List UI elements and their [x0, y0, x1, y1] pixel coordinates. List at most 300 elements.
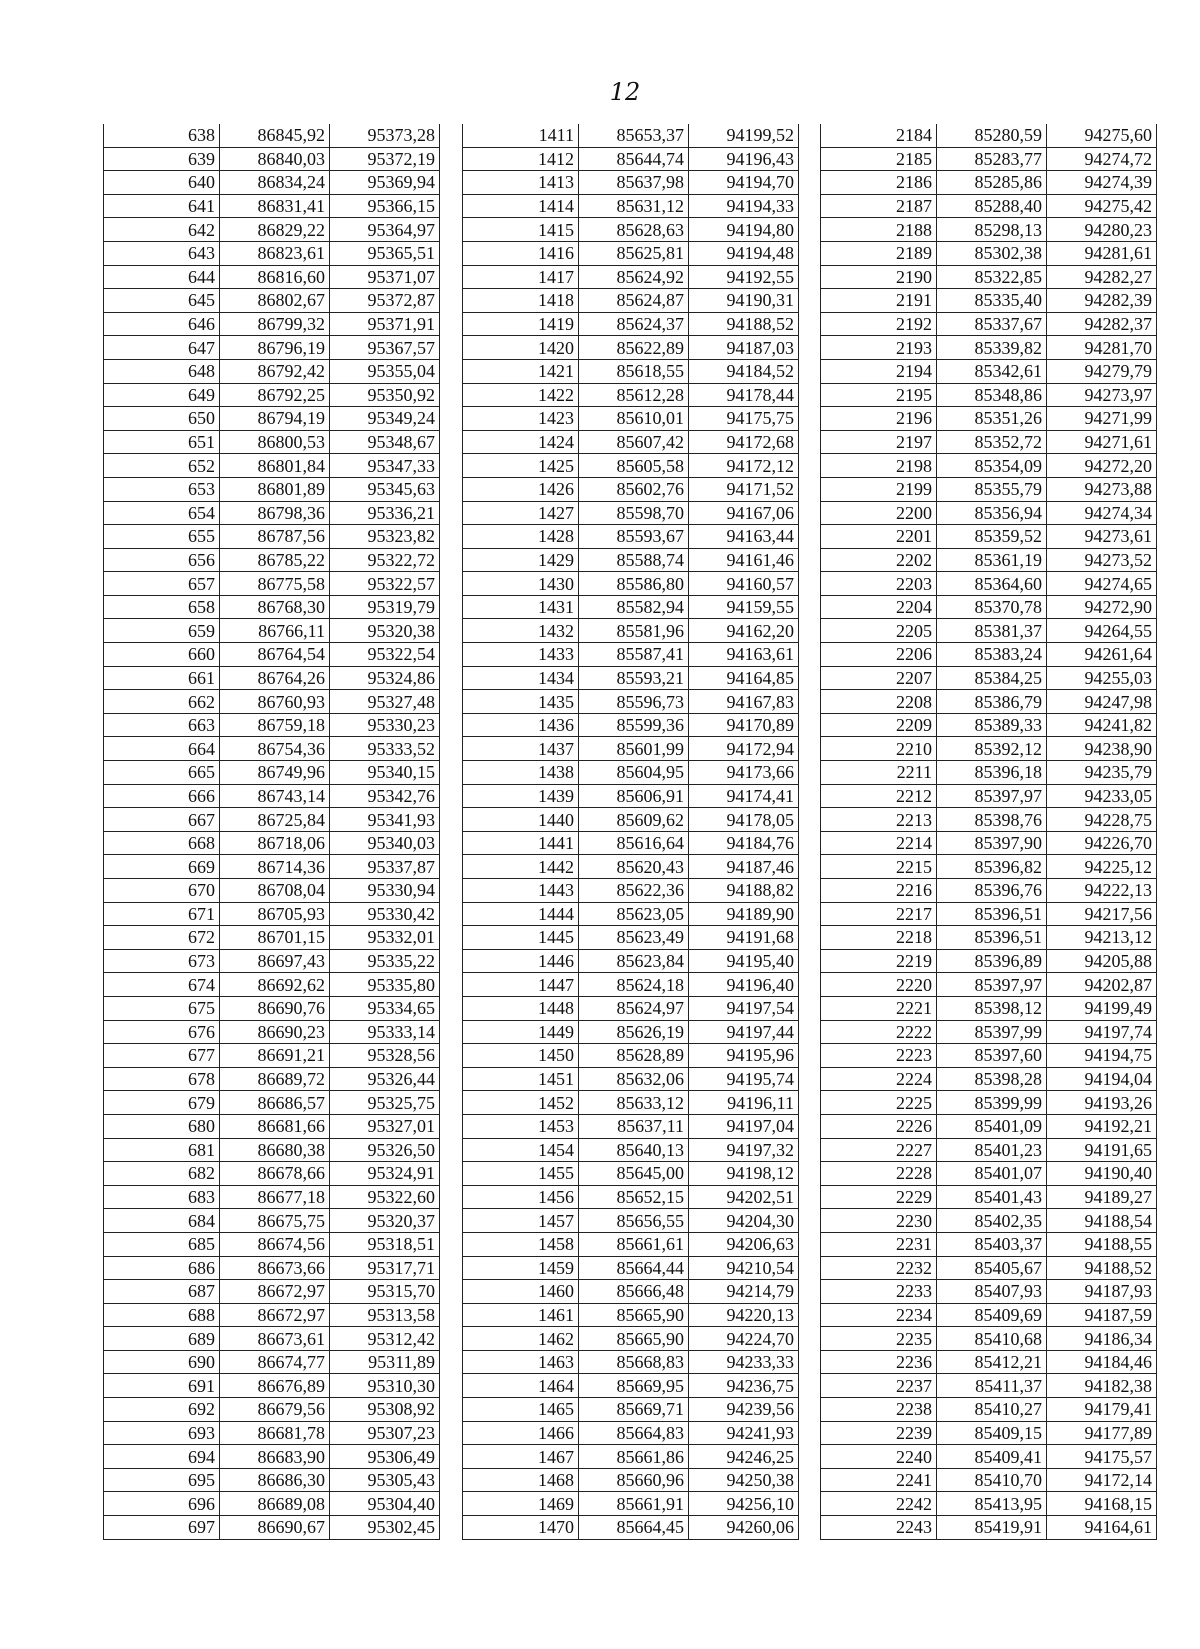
table-row [821, 1492, 1157, 1516]
table-row [463, 1421, 799, 1445]
table-row [104, 949, 440, 973]
y-coordinate-cell: 94192,21 [1047, 1114, 1157, 1138]
point-number-cell: 655 [104, 525, 220, 549]
point-number-cell: 2213 [821, 808, 937, 832]
point-number-cell: 2205 [821, 619, 937, 643]
y-coordinate-cell: 95317,71 [330, 1256, 440, 1280]
table-row [104, 359, 440, 383]
y-coordinate-cell: 94272,20 [1047, 454, 1157, 478]
point-number-cell: 1443 [463, 879, 579, 903]
point-number-cell: 2207 [821, 666, 937, 690]
x-coordinate-cell: 85620,43 [579, 855, 689, 879]
table-row [821, 902, 1157, 926]
table-row [463, 147, 799, 171]
table-row [104, 1398, 440, 1422]
table-row [821, 1138, 1157, 1162]
point-number-cell: 1436 [463, 713, 579, 737]
table-row [463, 265, 799, 289]
y-coordinate-cell: 95371,91 [330, 312, 440, 336]
point-number-cell: 640 [104, 171, 220, 195]
y-coordinate-cell: 95372,87 [330, 289, 440, 313]
table-row [463, 383, 799, 407]
table-row [104, 218, 440, 242]
point-number-cell: 2237 [821, 1374, 937, 1398]
y-coordinate-cell: 94210,54 [689, 1256, 799, 1280]
y-coordinate-cell: 94191,65 [1047, 1138, 1157, 1162]
table-row [821, 808, 1157, 832]
x-coordinate-cell: 85364,60 [937, 572, 1047, 596]
y-coordinate-cell: 94196,40 [689, 973, 799, 997]
x-coordinate-cell: 85396,51 [937, 902, 1047, 926]
point-number-cell: 1463 [463, 1350, 579, 1374]
x-coordinate-cell: 86801,84 [220, 454, 330, 478]
point-number-cell: 2229 [821, 1185, 937, 1209]
y-coordinate-cell: 94241,82 [1047, 713, 1157, 737]
y-coordinate-cell: 94188,54 [1047, 1209, 1157, 1233]
y-coordinate-cell: 94224,70 [689, 1327, 799, 1351]
table-row [463, 737, 799, 761]
point-number-cell: 2234 [821, 1303, 937, 1327]
y-coordinate-cell: 94199,49 [1047, 996, 1157, 1020]
x-coordinate-cell: 85628,63 [579, 218, 689, 242]
x-coordinate-cell: 85637,98 [579, 171, 689, 195]
y-coordinate-cell: 95355,04 [330, 359, 440, 383]
x-coordinate-cell: 85405,67 [937, 1256, 1047, 1280]
x-coordinate-cell: 85409,41 [937, 1445, 1047, 1469]
table-row [104, 336, 440, 360]
table-row [463, 1398, 799, 1422]
y-coordinate-cell: 94228,75 [1047, 808, 1157, 832]
point-number-cell: 653 [104, 477, 220, 501]
x-coordinate-cell: 86831,41 [220, 194, 330, 218]
point-number-cell: 680 [104, 1114, 220, 1138]
y-coordinate-cell: 94225,12 [1047, 855, 1157, 879]
x-coordinate-cell: 85342,61 [937, 359, 1047, 383]
table-row [104, 1020, 440, 1044]
x-coordinate-cell: 85397,97 [937, 784, 1047, 808]
x-coordinate-cell: 85397,90 [937, 831, 1047, 855]
y-coordinate-cell: 94239,56 [689, 1398, 799, 1422]
x-coordinate-cell: 85637,11 [579, 1114, 689, 1138]
y-coordinate-cell: 95315,70 [330, 1280, 440, 1304]
table-row [463, 1232, 799, 1256]
point-number-cell: 2201 [821, 525, 937, 549]
table-row [463, 525, 799, 549]
y-coordinate-cell: 95332,01 [330, 926, 440, 950]
x-coordinate-cell: 85624,97 [579, 996, 689, 1020]
x-coordinate-cell: 86674,56 [220, 1232, 330, 1256]
x-coordinate-cell: 85605,58 [579, 454, 689, 478]
x-coordinate-cell: 86845,92 [220, 124, 330, 147]
x-coordinate-cell: 85401,23 [937, 1138, 1047, 1162]
table-row [463, 690, 799, 714]
table-row [821, 1350, 1157, 1374]
point-number-cell: 660 [104, 643, 220, 667]
point-number-cell: 1422 [463, 383, 579, 407]
table-row [821, 454, 1157, 478]
y-coordinate-cell: 94279,79 [1047, 359, 1157, 383]
table-row [104, 124, 440, 147]
point-number-cell: 1419 [463, 312, 579, 336]
table-row [104, 265, 440, 289]
table-row [463, 902, 799, 926]
x-coordinate-cell: 85669,71 [579, 1398, 689, 1422]
point-number-cell: 2214 [821, 831, 937, 855]
point-number-cell: 1456 [463, 1185, 579, 1209]
x-coordinate-cell: 85396,82 [937, 855, 1047, 879]
table-row [821, 1256, 1157, 1280]
table-row [463, 926, 799, 950]
y-coordinate-cell: 95306,49 [330, 1445, 440, 1469]
table-row [821, 1209, 1157, 1233]
x-coordinate-cell: 86764,26 [220, 666, 330, 690]
table-row [463, 454, 799, 478]
table-row [821, 572, 1157, 596]
point-number-cell: 1450 [463, 1044, 579, 1068]
point-number-cell: 1417 [463, 265, 579, 289]
point-number-cell: 687 [104, 1280, 220, 1304]
x-coordinate-cell: 85402,35 [937, 1209, 1047, 1233]
y-coordinate-cell: 95335,22 [330, 949, 440, 973]
x-coordinate-cell: 85596,73 [579, 690, 689, 714]
x-coordinate-cell: 86690,76 [220, 996, 330, 1020]
table-row [104, 1232, 440, 1256]
x-coordinate-cell: 85386,79 [937, 690, 1047, 714]
table-row [821, 1232, 1157, 1256]
x-coordinate-cell: 86802,67 [220, 289, 330, 313]
point-number-cell: 669 [104, 855, 220, 879]
y-coordinate-cell: 95313,58 [330, 1303, 440, 1327]
point-number-cell: 2231 [821, 1232, 937, 1256]
table-row [821, 359, 1157, 383]
y-coordinate-cell: 95325,75 [330, 1091, 440, 1115]
y-coordinate-cell: 95369,94 [330, 171, 440, 195]
y-coordinate-cell: 95364,97 [330, 218, 440, 242]
table-row [821, 643, 1157, 667]
point-number-cell: 691 [104, 1374, 220, 1398]
table-row [821, 973, 1157, 997]
y-coordinate-cell: 95311,89 [330, 1350, 440, 1374]
table-row [104, 1209, 440, 1233]
table-row [821, 1374, 1157, 1398]
point-number-cell: 662 [104, 690, 220, 714]
y-coordinate-cell: 94250,38 [689, 1468, 799, 1492]
y-coordinate-cell: 94170,89 [689, 713, 799, 737]
table-row [821, 171, 1157, 195]
table-row [463, 1020, 799, 1044]
point-number-cell: 1426 [463, 477, 579, 501]
x-coordinate-cell: 86675,75 [220, 1209, 330, 1233]
table-row [104, 1492, 440, 1516]
table-row [463, 1091, 799, 1115]
y-coordinate-cell: 94246,25 [689, 1445, 799, 1469]
table-row [104, 1091, 440, 1115]
y-coordinate-cell: 94238,90 [1047, 737, 1157, 761]
table-row [104, 407, 440, 431]
x-coordinate-cell: 86759,18 [220, 713, 330, 737]
y-coordinate-cell: 95327,48 [330, 690, 440, 714]
point-number-cell: 2240 [821, 1445, 937, 1469]
y-coordinate-cell: 95312,42 [330, 1327, 440, 1351]
table-row [104, 1327, 440, 1351]
table-row [104, 383, 440, 407]
y-coordinate-cell: 94184,46 [1047, 1350, 1157, 1374]
table-row [104, 548, 440, 572]
point-number-cell: 659 [104, 619, 220, 643]
point-number-cell: 2210 [821, 737, 937, 761]
point-number-cell: 2236 [821, 1350, 937, 1374]
point-number-cell: 2193 [821, 336, 937, 360]
x-coordinate-cell: 85399,99 [937, 1091, 1047, 1115]
table-row [821, 879, 1157, 903]
y-coordinate-cell: 94191,68 [689, 926, 799, 950]
y-coordinate-cell: 94261,64 [1047, 643, 1157, 667]
point-number-cell: 1442 [463, 855, 579, 879]
point-number-cell: 695 [104, 1468, 220, 1492]
y-coordinate-cell: 94172,14 [1047, 1468, 1157, 1492]
point-number-cell: 1469 [463, 1492, 579, 1516]
x-coordinate-cell: 85409,15 [937, 1421, 1047, 1445]
table-row [104, 902, 440, 926]
y-coordinate-cell: 95307,23 [330, 1421, 440, 1445]
point-number-cell: 638 [104, 124, 220, 147]
table-row [821, 690, 1157, 714]
table-row [463, 1280, 799, 1304]
y-coordinate-cell: 94194,80 [689, 218, 799, 242]
table-row [821, 265, 1157, 289]
y-coordinate-cell: 94281,70 [1047, 336, 1157, 360]
y-coordinate-cell: 94172,12 [689, 454, 799, 478]
table-row [104, 1421, 440, 1445]
point-number-cell: 1414 [463, 194, 579, 218]
point-number-cell: 1429 [463, 548, 579, 572]
point-number-cell: 1467 [463, 1445, 579, 1469]
point-number-cell: 2190 [821, 265, 937, 289]
x-coordinate-cell: 85401,09 [937, 1114, 1047, 1138]
x-coordinate-cell: 85668,83 [579, 1350, 689, 1374]
table-row [821, 1421, 1157, 1445]
y-coordinate-cell: 94197,74 [1047, 1020, 1157, 1044]
table-row [821, 124, 1157, 147]
point-number-cell: 2197 [821, 430, 937, 454]
table-row [463, 1303, 799, 1327]
y-coordinate-cell: 94168,15 [1047, 1492, 1157, 1516]
table-row [463, 666, 799, 690]
x-coordinate-cell: 85623,84 [579, 949, 689, 973]
point-number-cell: 2228 [821, 1162, 937, 1186]
x-coordinate-cell: 86754,36 [220, 737, 330, 761]
x-coordinate-cell: 86690,23 [220, 1020, 330, 1044]
x-coordinate-cell: 85411,37 [937, 1374, 1047, 1398]
point-number-cell: 2243 [821, 1516, 937, 1540]
point-number-cell: 681 [104, 1138, 220, 1162]
y-coordinate-cell: 94162,20 [689, 619, 799, 643]
point-number-cell: 1421 [463, 359, 579, 383]
y-coordinate-cell: 94197,44 [689, 1020, 799, 1044]
x-coordinate-cell: 85356,94 [937, 501, 1047, 525]
point-number-cell: 665 [104, 761, 220, 785]
y-coordinate-cell: 94195,40 [689, 949, 799, 973]
x-coordinate-cell: 86768,30 [220, 595, 330, 619]
point-number-cell: 1449 [463, 1020, 579, 1044]
point-number-cell: 2208 [821, 690, 937, 714]
y-coordinate-cell: 94192,55 [689, 265, 799, 289]
point-number-cell: 666 [104, 784, 220, 808]
x-coordinate-cell: 86674,77 [220, 1350, 330, 1374]
point-number-cell: 1465 [463, 1398, 579, 1422]
point-number-cell: 2221 [821, 996, 937, 1020]
y-coordinate-cell: 94190,40 [1047, 1162, 1157, 1186]
y-coordinate-cell: 95320,37 [330, 1209, 440, 1233]
x-coordinate-cell: 85298,13 [937, 218, 1047, 242]
point-number-cell: 2211 [821, 761, 937, 785]
table-row [821, 1091, 1157, 1115]
y-coordinate-cell: 94273,97 [1047, 383, 1157, 407]
y-coordinate-cell: 95322,72 [330, 548, 440, 572]
table-row [463, 1445, 799, 1469]
point-number-cell: 2209 [821, 713, 937, 737]
point-number-cell: 2219 [821, 949, 937, 973]
table-row [104, 194, 440, 218]
point-number-cell: 2232 [821, 1256, 937, 1280]
point-number-cell: 2204 [821, 595, 937, 619]
table-row [821, 241, 1157, 265]
point-number-cell: 1424 [463, 430, 579, 454]
point-number-cell: 2238 [821, 1398, 937, 1422]
x-coordinate-cell: 85618,55 [579, 359, 689, 383]
point-number-cell: 654 [104, 501, 220, 525]
y-coordinate-cell: 94171,52 [689, 477, 799, 501]
table-row [463, 477, 799, 501]
x-coordinate-cell: 86840,03 [220, 147, 330, 171]
point-number-cell: 694 [104, 1445, 220, 1469]
x-coordinate-cell: 85624,87 [579, 289, 689, 313]
y-coordinate-cell: 94264,55 [1047, 619, 1157, 643]
table-row [463, 808, 799, 832]
y-coordinate-cell: 94275,42 [1047, 194, 1157, 218]
y-coordinate-cell: 94182,38 [1047, 1374, 1157, 1398]
x-coordinate-cell: 85389,33 [937, 713, 1047, 737]
point-number-cell: 677 [104, 1044, 220, 1068]
table-row [104, 666, 440, 690]
point-number-cell: 1427 [463, 501, 579, 525]
x-coordinate-cell: 85280,59 [937, 124, 1047, 147]
table-row [463, 407, 799, 431]
table-row [463, 312, 799, 336]
point-number-cell: 678 [104, 1067, 220, 1091]
x-coordinate-cell: 85586,80 [579, 572, 689, 596]
y-coordinate-cell: 95366,15 [330, 194, 440, 218]
y-coordinate-cell: 95333,52 [330, 737, 440, 761]
y-coordinate-cell: 94255,03 [1047, 666, 1157, 690]
y-coordinate-cell: 95349,24 [330, 407, 440, 431]
y-coordinate-cell: 94188,52 [1047, 1256, 1157, 1280]
coordinate-table-1 [103, 124, 440, 1540]
y-coordinate-cell: 95327,01 [330, 1114, 440, 1138]
point-number-cell: 1412 [463, 147, 579, 171]
table-row [463, 784, 799, 808]
table-row [821, 1044, 1157, 1068]
x-coordinate-cell: 86705,93 [220, 902, 330, 926]
x-coordinate-cell: 86689,72 [220, 1067, 330, 1091]
y-coordinate-cell: 94196,43 [689, 147, 799, 171]
x-coordinate-cell: 85612,28 [579, 383, 689, 407]
y-coordinate-cell: 95322,57 [330, 572, 440, 596]
x-coordinate-cell: 85397,60 [937, 1044, 1047, 1068]
y-coordinate-cell: 94175,57 [1047, 1445, 1157, 1469]
x-coordinate-cell: 86672,97 [220, 1280, 330, 1304]
table-row [104, 171, 440, 195]
y-coordinate-cell: 94190,31 [689, 289, 799, 313]
table-row [104, 1256, 440, 1280]
page-number: 12 [609, 78, 641, 106]
x-coordinate-cell: 85587,41 [579, 643, 689, 667]
point-number-cell: 685 [104, 1232, 220, 1256]
x-coordinate-cell: 85355,79 [937, 477, 1047, 501]
y-coordinate-cell: 94233,05 [1047, 784, 1157, 808]
y-coordinate-cell: 95342,76 [330, 784, 440, 808]
table-row [821, 477, 1157, 501]
y-coordinate-cell: 95322,60 [330, 1185, 440, 1209]
point-number-cell: 671 [104, 902, 220, 926]
y-coordinate-cell: 94160,57 [689, 572, 799, 596]
x-coordinate-cell: 85398,12 [937, 996, 1047, 1020]
table-row [821, 1067, 1157, 1091]
point-number-cell: 2206 [821, 643, 937, 667]
point-number-cell: 2187 [821, 194, 937, 218]
y-coordinate-cell: 94194,33 [689, 194, 799, 218]
x-coordinate-cell: 86679,56 [220, 1398, 330, 1422]
y-coordinate-cell: 95333,14 [330, 1020, 440, 1044]
table-row [821, 1468, 1157, 1492]
x-coordinate-cell: 85396,51 [937, 926, 1047, 950]
x-coordinate-cell: 86678,66 [220, 1162, 330, 1186]
table-row [463, 1185, 799, 1209]
table-row [821, 1445, 1157, 1469]
table-row [463, 359, 799, 383]
x-coordinate-cell: 85412,21 [937, 1350, 1047, 1374]
y-coordinate-cell: 94178,05 [689, 808, 799, 832]
x-coordinate-cell: 86681,78 [220, 1421, 330, 1445]
table-row [463, 1114, 799, 1138]
point-number-cell: 641 [104, 194, 220, 218]
x-coordinate-cell: 85607,42 [579, 430, 689, 454]
y-coordinate-cell: 95347,33 [330, 454, 440, 478]
x-coordinate-cell: 85622,89 [579, 336, 689, 360]
point-number-cell: 1453 [463, 1114, 579, 1138]
x-coordinate-cell: 85602,76 [579, 477, 689, 501]
x-coordinate-cell: 85632,06 [579, 1067, 689, 1091]
x-coordinate-cell: 86766,11 [220, 619, 330, 643]
x-coordinate-cell: 86743,14 [220, 784, 330, 808]
x-coordinate-cell: 85622,36 [579, 879, 689, 903]
table-row [463, 1256, 799, 1280]
y-coordinate-cell: 95330,42 [330, 902, 440, 926]
y-coordinate-cell: 94193,26 [1047, 1091, 1157, 1115]
y-coordinate-cell: 95373,28 [330, 124, 440, 147]
point-number-cell: 2230 [821, 1209, 937, 1233]
y-coordinate-cell: 94186,34 [1047, 1327, 1157, 1351]
y-coordinate-cell: 94172,94 [689, 737, 799, 761]
y-coordinate-cell: 94273,52 [1047, 548, 1157, 572]
table-row [104, 289, 440, 313]
table-row [821, 548, 1157, 572]
x-coordinate-cell: 85601,99 [579, 737, 689, 761]
table-row [463, 949, 799, 973]
y-coordinate-cell: 94196,11 [689, 1091, 799, 1115]
table-row [104, 1162, 440, 1186]
table-row [104, 973, 440, 997]
